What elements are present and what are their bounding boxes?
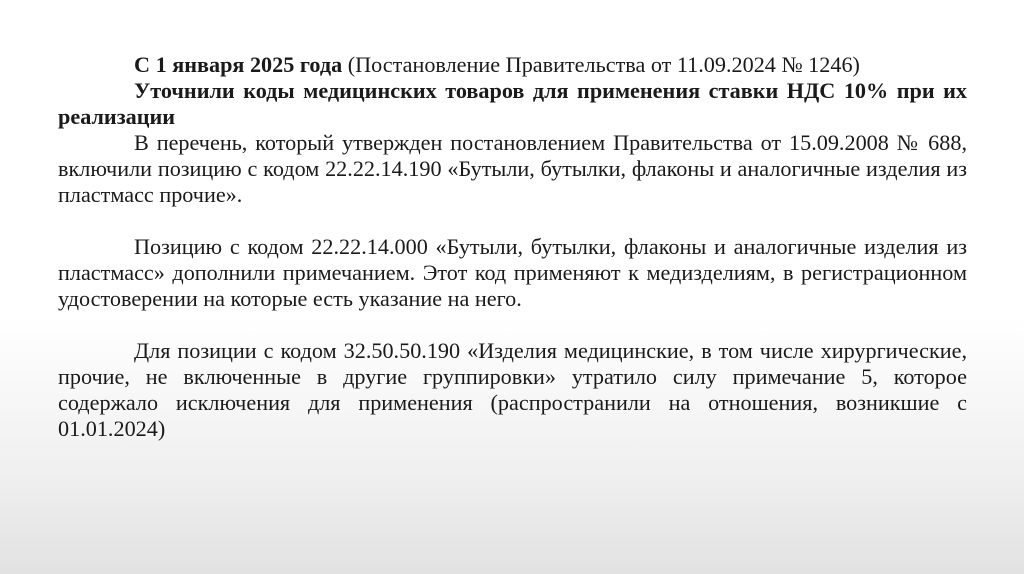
paragraph-list-addition: В перечень, который утвержден постановлением Правительства от 15.09.2008 № 688, включили позицию с кодом 22.22.14.190 «Бутыли, бутылки, флаконы и аналогичные изделия из пластмасс прочие». bbox=[58, 130, 967, 207]
paragraph-note-addition: Позицию с кодом 22.22.14.000 «Бутыли, бутылки, флаконы и аналогичные изделия из пластмасс» дополнили примечанием. Этот код применяют к медизделиям, в регистрационном удостоверении на которые есть указание на него. bbox=[58, 234, 967, 311]
paragraph-heading: Уточнили коды медицинских товаров для применения ставки НДС 10% при их реализации bbox=[58, 78, 967, 129]
slide-content bbox=[58, 52, 967, 442]
spacer bbox=[58, 208, 967, 234]
effective-date: С 1 января 2025 года bbox=[134, 52, 343, 77]
paragraph-note-removal: Для позиции с кодом 32.50.50.190 «Изделия медицинские, в том числе хирургические, прочие, не включенные в другие группировки» утратило силу примечание 5, которое содержало исключения для применения (распространили на отношения, возникшие с 01.01.2024) bbox=[58, 338, 967, 441]
decree-reference: (Постановление Правительства от 11.09.2024 № 1246) bbox=[342, 52, 860, 77]
spacer bbox=[58, 312, 967, 338]
paragraph-decree bbox=[58, 52, 967, 78]
